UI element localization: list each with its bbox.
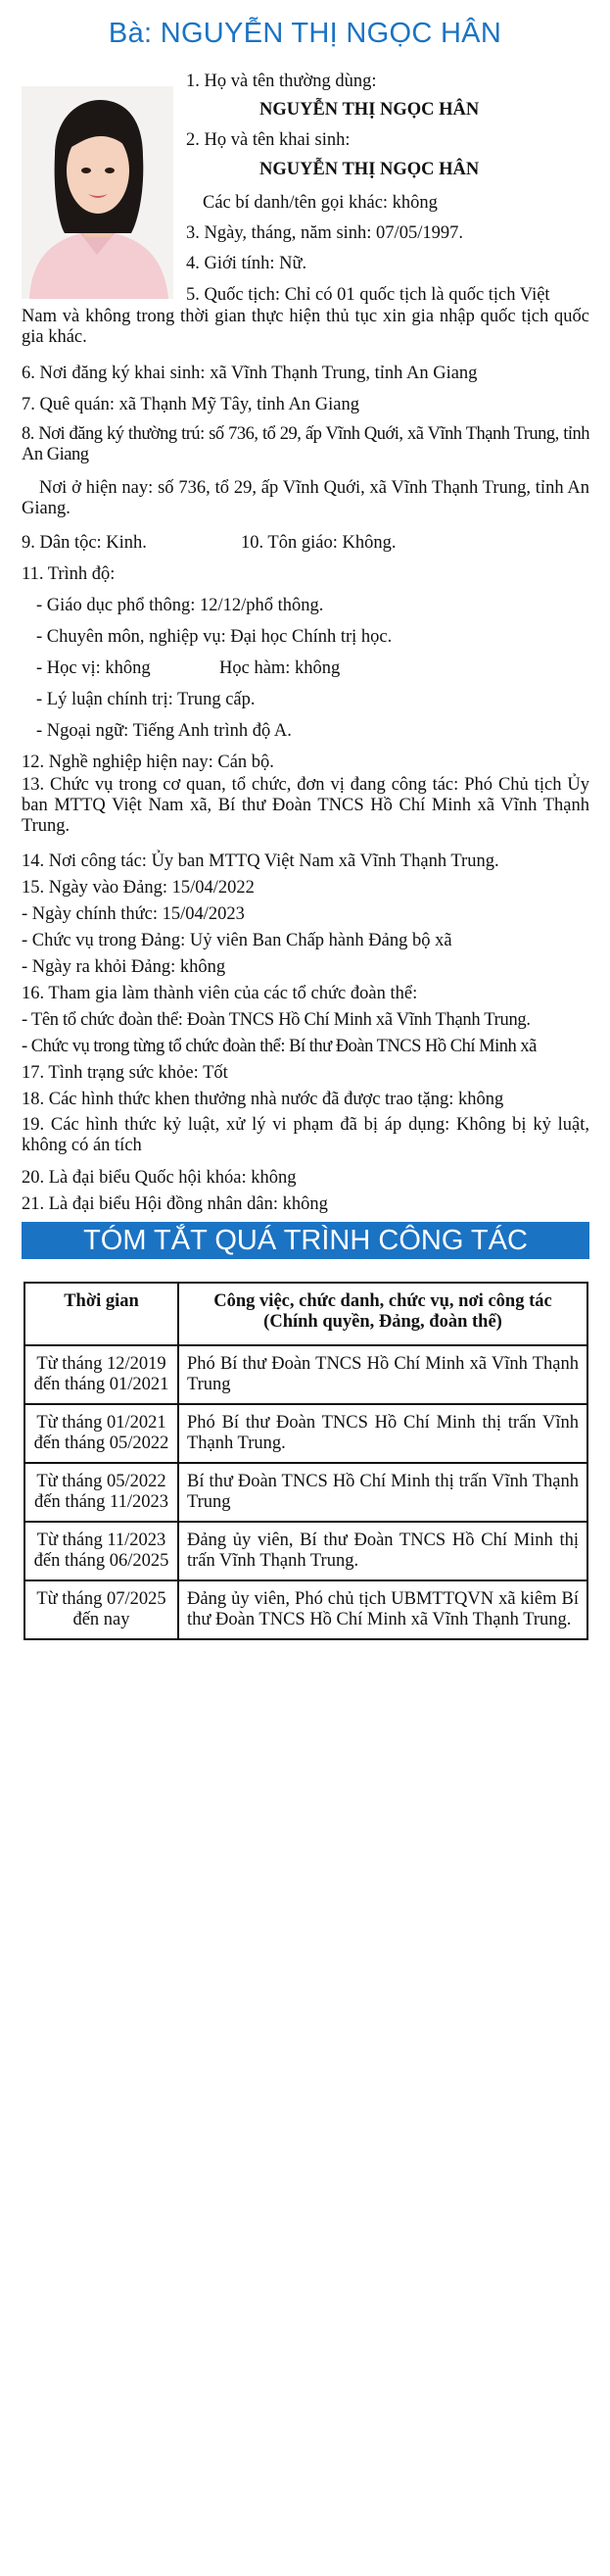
nationality-line: 5. Quốc tịch: Chỉ có 01 quốc tịch là quốc tịch Việt (186, 285, 550, 305)
political-theory-line: - Lý luận chính trị: Trung cấp. (36, 690, 256, 709)
job-cell: Đảng ủy viên, Phó chủ tịch UBMTTQVN xã kiêm Bí thư Đoàn TNCS Hồ Chí Minh xã Vĩnh Thạnh Trung. (178, 1580, 587, 1639)
time-cell: Từ tháng 07/2025 đến nay (24, 1580, 178, 1639)
job-cell: Bí thư Đoàn TNCS Hồ Chí Minh thị trấn Vĩnh Thạnh Trung (178, 1463, 587, 1522)
work-history-table (23, 1282, 588, 1640)
table-row (24, 1345, 587, 1404)
religion-line: 10. Tôn giáo: Không. (241, 533, 397, 553)
peoples-council-line: 21. Là đại biểu Hội đồng nhân dân: không (22, 1194, 328, 1214)
header-job: Công việc, chức danh, chức vụ, nơi công tác (Chính quyền, Đảng, đoàn thể) (178, 1283, 587, 1345)
current-address-line: Nơi ở hiện nay: số 736, tổ 29, ấp Vĩnh Quới, xã Vĩnh Thạnh Trung, tỉnh An Giang. (22, 478, 589, 518)
occupation-line: 12. Nghề nghiệp hiện nay: Cán bộ. (22, 753, 274, 772)
job-cell: Phó Bí thư Đoàn TNCS Hồ Chí Minh thị trấn Vĩnh Thạnh Trung. (178, 1404, 587, 1463)
permanent-address-line: 8. Nơi đăng ký thường trú: số 736, tổ 29, ấp Vĩnh Quới, xã Vĩnh Thạnh Trung, tỉnh An Giang (22, 424, 589, 464)
time-cell: Từ tháng 01/2021 đến tháng 05/2022 (24, 1404, 178, 1463)
table-row (24, 1404, 587, 1463)
party-position-line: - Chức vụ trong Đảng: Uỷ viên Ban Chấp hành Đảng bộ xã (22, 931, 452, 950)
birth-date-line: 3. Ngày, tháng, năm sinh: 07/05/1997. (186, 223, 463, 243)
ethnicity-line: 9. Dân tộc: Kinh. (22, 533, 147, 553)
nationality-continued: Nam và không trong thời gian thực hiện thủ tục xin gia nhập quốc tịch quốc gia khác. (22, 307, 589, 347)
common-name-value: NGUYỄN THỊ NGỌC HÂN (259, 100, 480, 120)
header-time: Thời gian (24, 1283, 178, 1345)
time-cell: Từ tháng 12/2019 đến tháng 01/2021 (24, 1345, 178, 1404)
national-assembly-line: 20. Là đại biểu Quốc hội khóa: không (22, 1168, 297, 1188)
degree-line: - Học vị: không (36, 658, 151, 678)
party-join-date-line: 15. Ngày vào Đảng: 15/04/2022 (22, 878, 255, 898)
table-row (24, 1580, 587, 1639)
table-row (24, 1463, 587, 1522)
awards-line: 18. Các hình thức khen thưởng nhà nước đã được trao tặng: không (22, 1090, 504, 1109)
current-position-line: 13. Chức vụ trong cơ quan, tổ chức, đơn vị đang công tác: Phó Chủ tịch Ủy ban MTTQ Việt Nam xã, Bí thư Đoàn TNCS Hồ Chí Minh xã Vĩnh Thạnh Trung. (22, 775, 589, 836)
common-name-label: 1. Họ và tên thường dùng: (186, 72, 377, 91)
profession-line: - Chuyên môn, nghiệp vụ: Đại học Chính trị học. (36, 627, 393, 647)
organization-name-line: - Tên tổ chức đoàn thể: Đoàn TNCS Hồ Chí Minh xã Vĩnh Thạnh Trung. (22, 1010, 531, 1030)
job-cell: Phó Bí thư Đoàn TNCS Hồ Chí Minh xã Vĩnh Thạnh Trung (178, 1345, 587, 1404)
time-cell: Từ tháng 05/2022 đến tháng 11/2023 (24, 1463, 178, 1522)
aliases-line: Các bí danh/tên gọi khác: không (203, 193, 438, 213)
hometown-line: 7. Quê quán: xã Thạnh Mỹ Tây, tỉnh An Giang (22, 395, 359, 414)
workplace-line: 14. Nơi công tác: Ủy ban MTTQ Việt Nam xã Vĩnh Thạnh Trung. (22, 851, 499, 871)
portrait-photo (22, 86, 173, 299)
organization-position-line: - Chức vụ trong từng tổ chức đoàn thể: Bí thư Đoàn TNCS Hồ Chí Minh xã (22, 1037, 537, 1056)
page-title: Bà: NGUYỄN THỊ NGỌC HÂN (108, 18, 502, 49)
work-summary-banner: TÓM TẮT QUÁ TRÌNH CÔNG TÁC (22, 1222, 589, 1259)
organizations-heading: 16. Tham gia làm thành viên của các tổ chức đoàn thể: (22, 984, 418, 1003)
party-exit-line: - Ngày ra khỏi Đảng: không (22, 957, 226, 977)
table-header-row (24, 1283, 587, 1345)
birth-registration-line: 6. Nơi đăng ký khai sinh: xã Vĩnh Thạnh Trung, tỉnh An Giang (22, 364, 478, 383)
gender-line: 4. Giới tính: Nữ. (186, 254, 307, 273)
education-heading: 11. Trình độ: (22, 564, 116, 584)
birth-name-label: 2. Họ và tên khai sinh: (186, 130, 351, 150)
foreign-language-line: - Ngoại ngữ: Tiếng Anh trình độ A. (36, 721, 292, 741)
academic-title-line: Học hàm: không (219, 658, 341, 678)
table-row (24, 1522, 587, 1580)
discipline-line: 19. Các hình thức kỷ luật, xử lý vi phạm đã bị áp dụng: Không bị kỷ luật, không có án tích (22, 1115, 589, 1155)
time-cell: Từ tháng 11/2023 đến tháng 06/2025 (24, 1522, 178, 1580)
job-cell: Đảng ủy viên, Bí thư Đoàn TNCS Hồ Chí Minh thị trấn Vĩnh Thạnh Trung. (178, 1522, 587, 1580)
general-education-line: - Giáo dục phổ thông: 12/12/phổ thông. (36, 596, 324, 615)
birth-name-value: NGUYỄN THỊ NGỌC HÂN (259, 160, 480, 179)
health-line: 17. Tình trạng sức khỏe: Tốt (22, 1063, 228, 1083)
party-official-date-line: - Ngày chính thức: 15/04/2023 (22, 904, 245, 924)
